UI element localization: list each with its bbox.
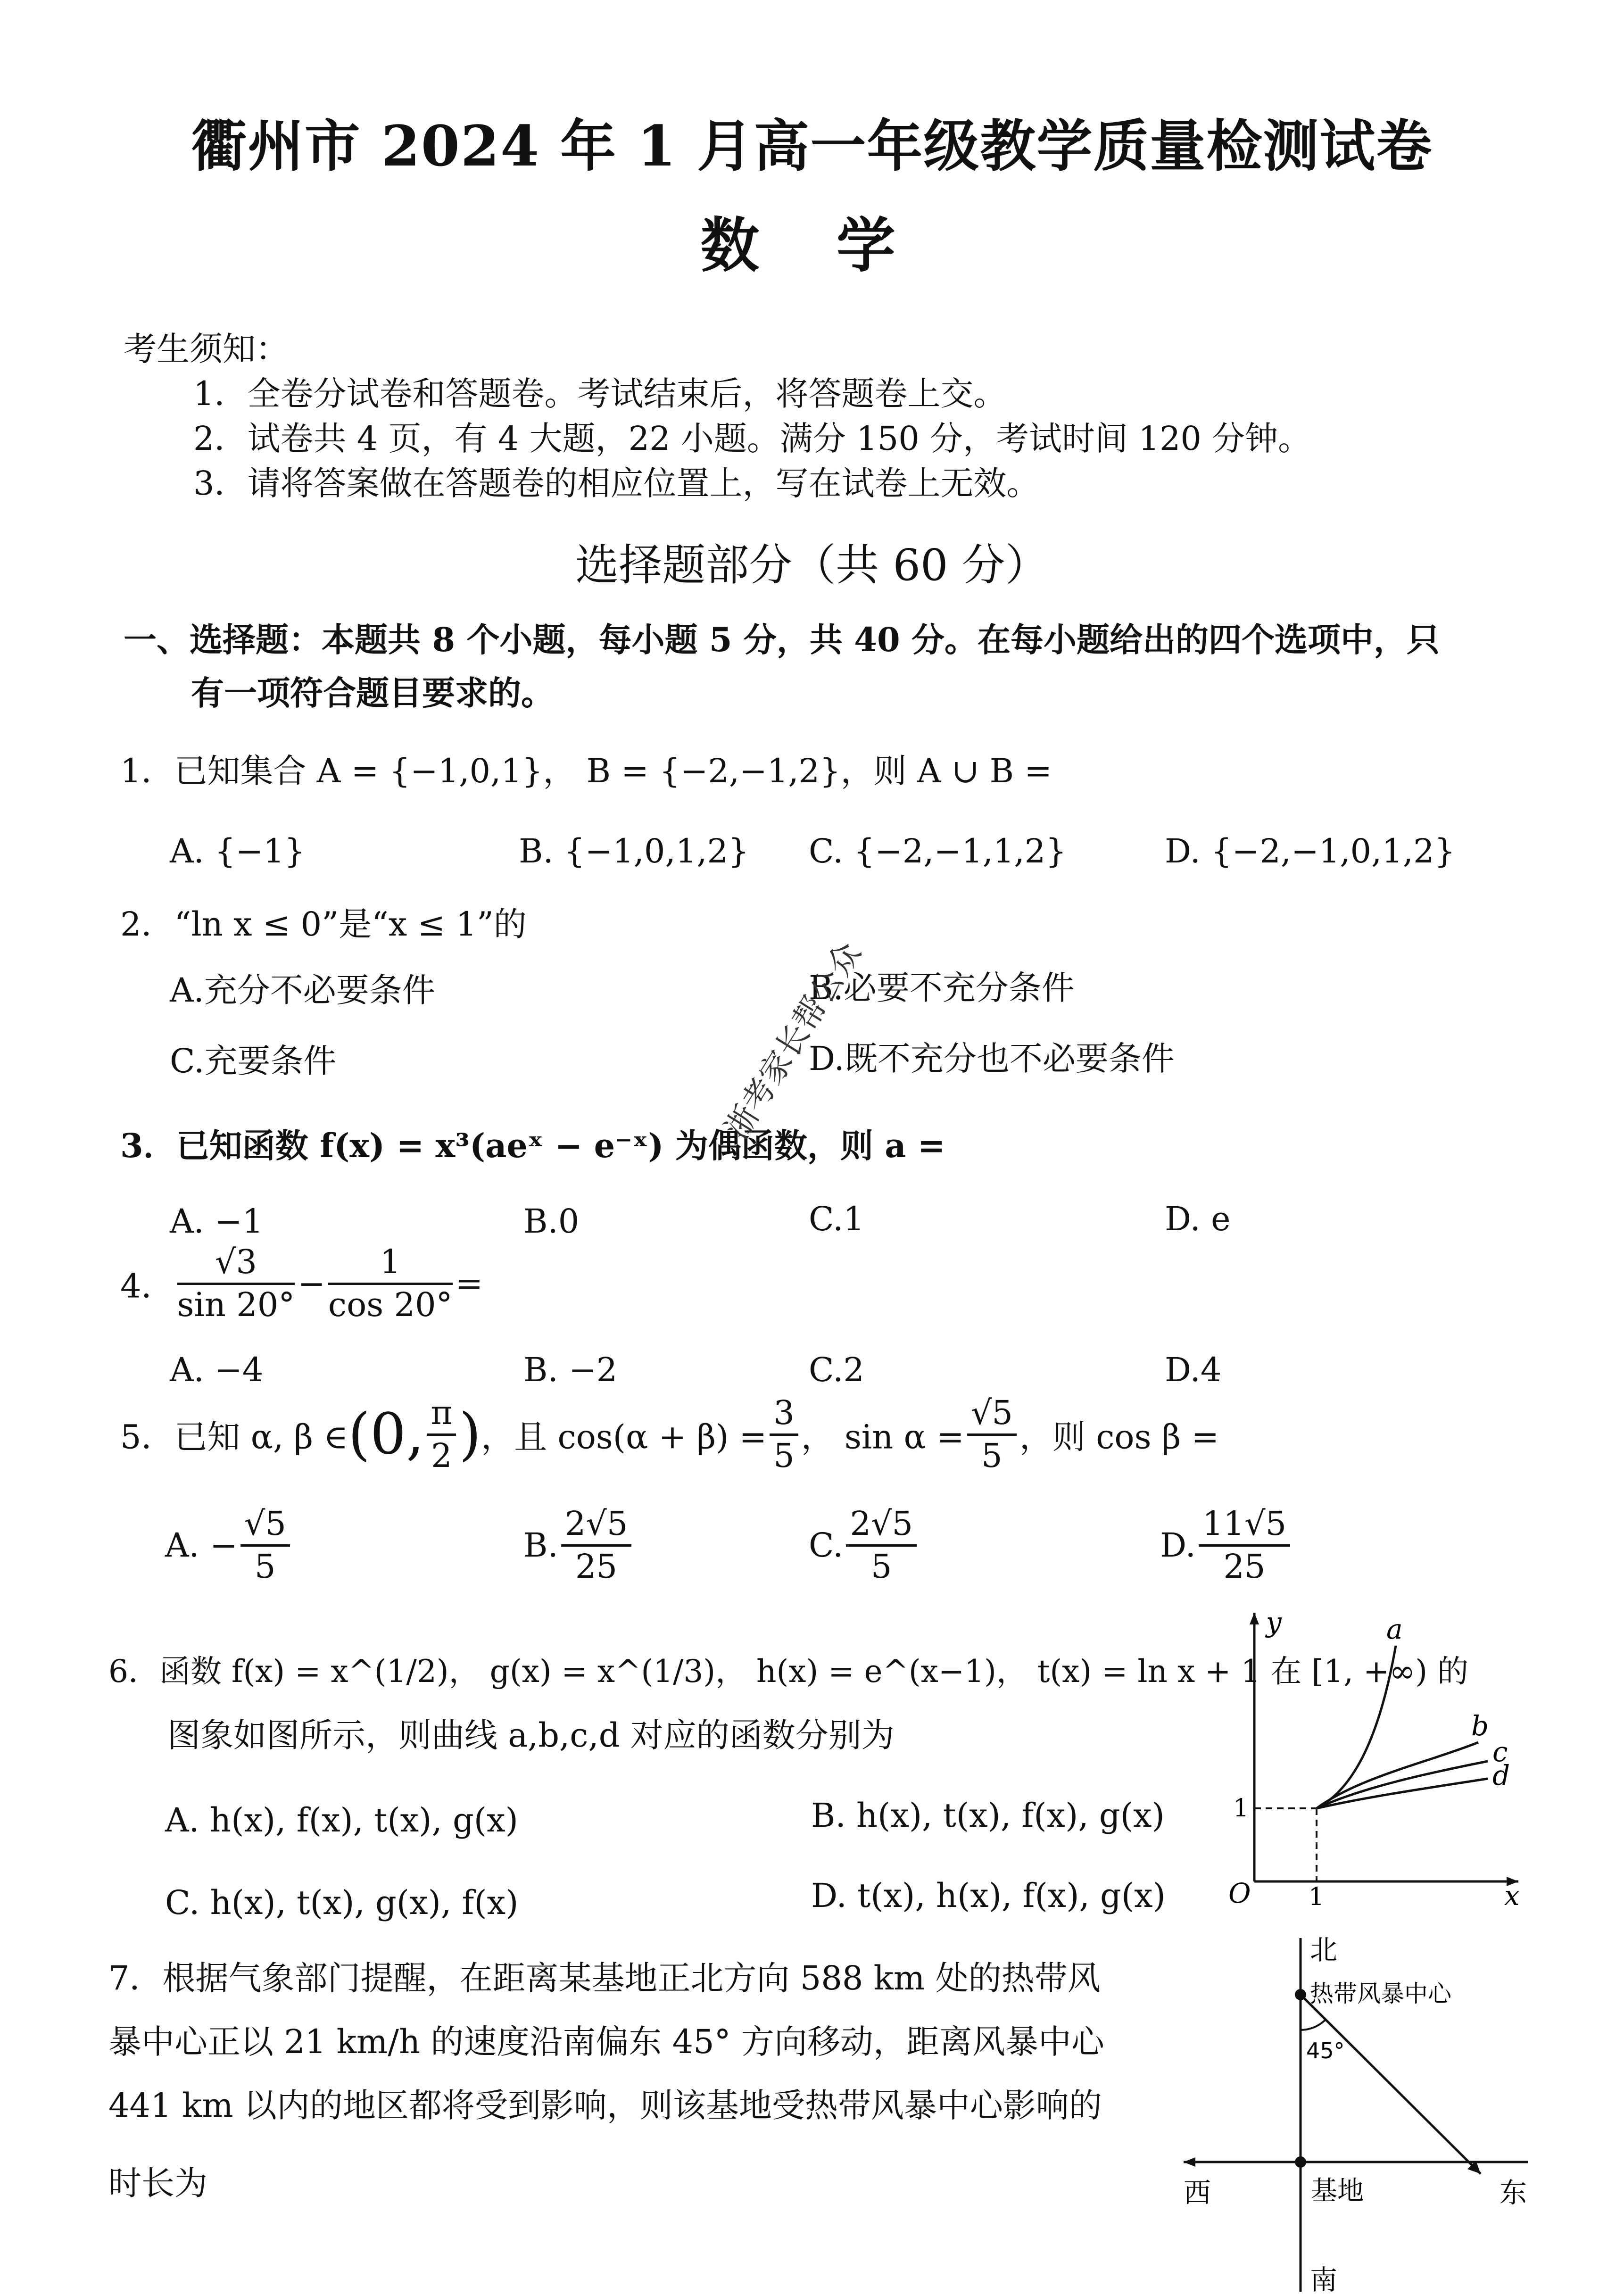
q2-option-b: B.必要不充分条件 [809,969,1075,1007]
q4-fraction-1-numerator: √3 [177,1245,295,1285]
q4-fraction-2 [328,1245,453,1322]
watermark: 浙考家长帮公众 [718,936,869,1146]
q6-function-graph [1217,1603,1528,1905]
q7-storm-diagram [1169,1929,1547,2292]
q6-curve-c-label: c [1492,1736,1508,1768]
q4-minus: − [298,1264,325,1303]
q5-option-d-numerator: 11√5 [1199,1507,1290,1547]
q7-line-1: 7．根据气象部门提醒，在距离某基地正北方向 588 km 处的热带风 [108,1959,1101,1997]
q7-storm-center-label: 热带风暴中心 [1310,1980,1451,2007]
q7-line-2: 暴中心正以 21 km/h 的速度沿南偏东 45° 方向移动，距离风暴中心 [108,2022,1104,2061]
q5-fraction-2 [967,1393,1017,1475]
q5-option-b-numerator: 2√5 [561,1507,632,1547]
q5-option-a-numerator: √5 [240,1507,290,1547]
q6-option-a: A. h(x), f(x), t(x), g(x) [165,1801,518,1839]
q6-option-d: D. t(x), h(x), f(x), g(x) [811,1876,1166,1915]
q1-option-c: C. {−2,−1,1,2} [809,832,1067,870]
q7-west-arrow [1184,2157,1195,2167]
q5-option-d-denominator: 25 [1223,1547,1266,1586]
q7-storm-path [1301,1995,1481,2174]
q5-prefix: 5．已知 α, β ∈ [120,1417,348,1457]
q7-east-label: 东 [1500,2177,1527,2209]
q6-y-axis-arrow [1250,1613,1259,1624]
q6-origin-label: O [1228,1877,1251,1905]
q5-stem [120,1393,1219,1500]
q7-line-3: 441 km 以内的地区都将受到影响，则该基地受热带风暴中心影响的 [108,2086,1102,2125]
q4-fraction-1 [177,1245,295,1322]
q1-stem: 1．已知集合 A = {−1,0,1}， B = {−2,−1,2}，则 A ∪ B = [120,752,1052,790]
q5-option-a [165,1504,293,1601]
q3-stem: 3．已知函数 f(x) = x³(aeˣ − e⁻ˣ) 为偶函数，则 a = [120,1126,945,1165]
q5-option-d-label: D. [1160,1526,1196,1565]
section-instruction-2: 有一项符合题目要求的。 [191,673,554,713]
q5-option-b [523,1504,634,1601]
q1-option-a: A. {−1} [170,832,306,870]
q4-number: 4． [120,1267,174,1306]
exam-title: 衢州市 2024 年 1 月高一年级教学质量检测试卷 [191,113,1433,179]
q5-option-d [1160,1504,1293,1601]
q6-x-tick-1: 1 [1309,1883,1325,1905]
q5-option-d-fraction [1199,1504,1290,1586]
q4-option-c: C.2 [809,1350,864,1389]
q5-option-b-denominator: 25 [575,1547,618,1586]
q3-option-a: A. −1 [170,1202,264,1241]
q5-interval-close: ) [459,1401,481,1467]
q2-option-c: C.充要条件 [170,1042,337,1080]
q6-curve-a-label: a [1386,1613,1403,1645]
q2-option-a: A.充分不必要条件 [170,971,435,1010]
q6-stem-2: 图象如图所示，则曲线 a,b,c,d 对应的函数分别为 [167,1716,895,1755]
q5-option-c [809,1504,920,1601]
q6-curve-b-label: b [1471,1710,1489,1742]
q5-option-c-fraction [846,1504,917,1586]
q5-option-b-fraction [561,1504,632,1586]
q5-fraction-2-numerator: √5 [967,1396,1017,1436]
q7-storm-center-point [1295,1989,1306,2000]
q3-option-c: C.1 [809,1200,864,1238]
q5-option-c-numerator: 2√5 [846,1507,917,1547]
section-instruction-1: 一、选择题：本题共 8 个小题，每小题 5 分，共 40 分。在每小题给出的四个选项中，只 [124,620,1440,659]
q3-option-d: D. e [1165,1200,1231,1238]
q7-line-4: 时长为 [108,2164,207,2203]
q5-mid-2: ， sin α = [801,1417,964,1457]
q5-option-a-label: A. − [165,1526,238,1565]
q4-equals: = [455,1264,483,1303]
q1-option-d: D. {−2,−1,0,1,2} [1165,832,1456,870]
q7-angle-label: 45° [1306,2038,1345,2063]
q7-south-label: 南 [1310,2264,1338,2292]
q5-option-b-label: B. [523,1526,558,1565]
q5-option-c-denominator: 5 [870,1547,892,1586]
notice-item-3: 3．请将答案做在答题卷的相应位置上，写在试卷上无效。 [193,464,1040,503]
q5-fraction-1-denominator: 5 [773,1436,795,1475]
q2-option-d: D.既不充分也不必要条件 [809,1039,1175,1078]
q5-pi-over-2 [427,1393,456,1475]
q5-fraction-1-numerator: 3 [770,1396,798,1436]
q5-interval-open: (0, [348,1401,424,1467]
q7-north-label: 北 [1310,1934,1338,1966]
q6-option-b: B. h(x), t(x), f(x), g(x) [811,1796,1165,1835]
q6-x-label: x [1504,1880,1520,1905]
q4-fraction-2-denominator: cos 20° [328,1285,453,1324]
q5-mid-1: ，且 cos(α + β) = [481,1417,767,1457]
notice-heading: 考生须知： [124,330,289,368]
q4-option-d: D.4 [1165,1350,1222,1389]
q5-fraction-1 [770,1393,798,1475]
q4-fraction-1-denominator: sin 20° [177,1285,295,1324]
q2-stem: 2．“ln x ≤ 0”是“x ≤ 1”的 [120,905,527,944]
q5-suffix: ，则 cos β = [1019,1417,1219,1457]
subject-title: 数 学 [700,211,924,280]
q5-option-a-fraction [240,1504,290,1586]
notice-item-1: 1．全卷分试卷和答题卷。考试结束后，将答题卷上交。 [193,374,1007,413]
q4-fraction-2-numerator: 1 [328,1245,453,1285]
q5-fraction-2-denominator: 5 [981,1436,1003,1475]
q6-curve-d-label: d [1492,1759,1510,1791]
notice-item-2: 2．试卷共 4 页，有 4 大题，22 小题。满分 150 分，考试时间 120 分钟。 [193,419,1311,458]
q5-option-a-denominator: 5 [255,1547,276,1586]
q4-option-b: B. −2 [523,1350,618,1389]
q6-y-label: y [1266,1606,1282,1638]
q6-stem-1: 6．函数 f(x) = x^(1/2)， g(x) = x^(1/3)， h(x) = e^(x−1)， t(x) = ln x + 1 在 [1, +∞) 的 [108,1653,1469,1690]
q5-two: 2 [431,1436,452,1475]
q7-west-label: 西 [1184,2177,1211,2209]
q5-pi: π [427,1396,456,1436]
q6-y-tick-1: 1 [1233,1794,1249,1823]
q7-base-point [1295,2156,1306,2168]
q7-base-label: 基地 [1311,2176,1364,2206]
q4-stem [120,1245,483,1353]
q6-option-c: C. h(x), t(x), g(x), f(x) [165,1883,519,1922]
q4-option-a: A. −4 [170,1350,264,1389]
q5-option-c-label: C. [809,1526,844,1565]
q1-option-b: B. {−1,0,1,2} [519,832,749,870]
q7-angle-arc [1301,2020,1326,2030]
section-title: 选择题部分（共 60 分） [575,540,1049,590]
q3-option-b: B.0 [523,1202,580,1241]
